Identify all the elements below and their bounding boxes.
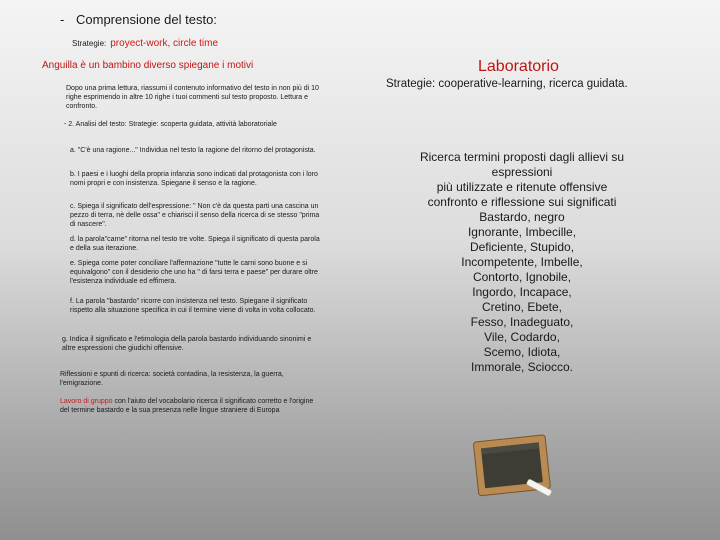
lavoro-label: Lavoro di gruppo	[60, 398, 113, 405]
lab-line: Incompetente, Imbelle,	[461, 255, 583, 269]
item-f: f. La parola "bastardo" ricorre con insistenza nel testo. Spiegane il significato rispetto alla situazione specifica in cui il termine viene di volta in volta collocato.	[70, 298, 316, 314]
lab-line: Bastardo, negro	[479, 210, 565, 224]
item-c: c. Spiega il significato dell'espressione: " Non c'è da questa parti una cascina un pezzo di terra, nè delle ossa" e chiarisci il senso della ricerca di se stesso "prima di nascere".	[70, 203, 320, 228]
chalkboard-icon	[470, 430, 560, 502]
lab-line: Ricerca termini proposti dagli allievi su	[419, 150, 625, 164]
item-a: a. "C'è una ragione..." Individua nel testo la ragione del ritorno del protagonista.	[70, 147, 316, 154]
strategie-value: proyect-work, circle time	[110, 38, 219, 49]
laboratorio-strategie: Strategie: cooperative-learning, ricerca guidata.	[386, 78, 628, 90]
lab-line: confronto e riflessione sui significati	[427, 195, 617, 209]
lab-line: Ignorante, Imbecille,	[467, 225, 577, 239]
lab-line: Cretino, Ebete,	[481, 300, 563, 314]
section-heading	[60, 12, 217, 27]
item-g: g. Indica il significato e l'etimologia della parola bastardo individuando sinonimi e altre espressioni che giudichi offensive.	[62, 336, 312, 352]
lab-line: più utilizzate e ritenute offensive	[436, 180, 608, 194]
strategie-label: Strategie:	[72, 39, 107, 48]
item-d: d. la parola"carne" ritorna nel testo tre volte. Spiega il significato di questa parola e della sua iterazione.	[70, 236, 320, 252]
heading-text: Comprensione del testo:	[76, 12, 217, 27]
lab-line: espressioni	[491, 165, 553, 179]
reflection-text: Riflessioni e spunti di ricerca: società contadina, la resistenza, la guerra, l'emigrazione.	[60, 371, 284, 387]
lab-line: Scemo, Idiota,	[483, 345, 561, 359]
lavoro-text: con l'aiuto del vocabolario ricerca il significato corretto e l'origine del termine bastardo e la sua presenza nelle lingue straniere di Europa	[60, 398, 314, 414]
laboratorio-title: Laboratorio	[478, 58, 559, 75]
lab-line: Fesso, Inadeguato,	[470, 315, 574, 329]
item-e: e. Spiega come poter conciliare l'affermazione "tutte le carni sono buone e si equivalgono" con il desiderio che uno ha " di farsi terra e paese" per durare oltre l'esistenza individuale ed effimera.	[70, 260, 318, 285]
lab-line: Contorto, Ignobile,	[472, 270, 572, 284]
lab-line: Vile, Codardo,	[484, 330, 560, 344]
paragraph-riassunto: Dopo una prima lettura, riassumi il contenuto informativo del testo in non più di 10 righe esprimendo in altre 10 righe i tuoi commenti sul testo proposto. Lettura e confronto.	[66, 85, 319, 110]
strategie-line	[72, 38, 218, 49]
item-b: b. I paesi e i luoghi della propria infanzia sono indicati dal protagonista con i loro nomi propri e con insistenza. Spiegane il senso e la ragione.	[70, 171, 318, 187]
subtitle: Anguilla è un bambino diverso spiegane i motivi	[42, 60, 254, 71]
lavoro-paragraph	[60, 397, 322, 415]
lab-line: Immorale, Sciocco.	[470, 360, 574, 374]
lab-line: Deficiente, Stupido,	[469, 240, 575, 254]
lab-line: Ingordo, Incapace,	[472, 285, 572, 299]
laboratorio-words	[372, 150, 672, 375]
heading-dash: -	[60, 12, 65, 27]
paragraph-analisi: - 2. Analisi del testo: Strategie: scoperta guidata, attività laboratoriale	[64, 121, 277, 128]
